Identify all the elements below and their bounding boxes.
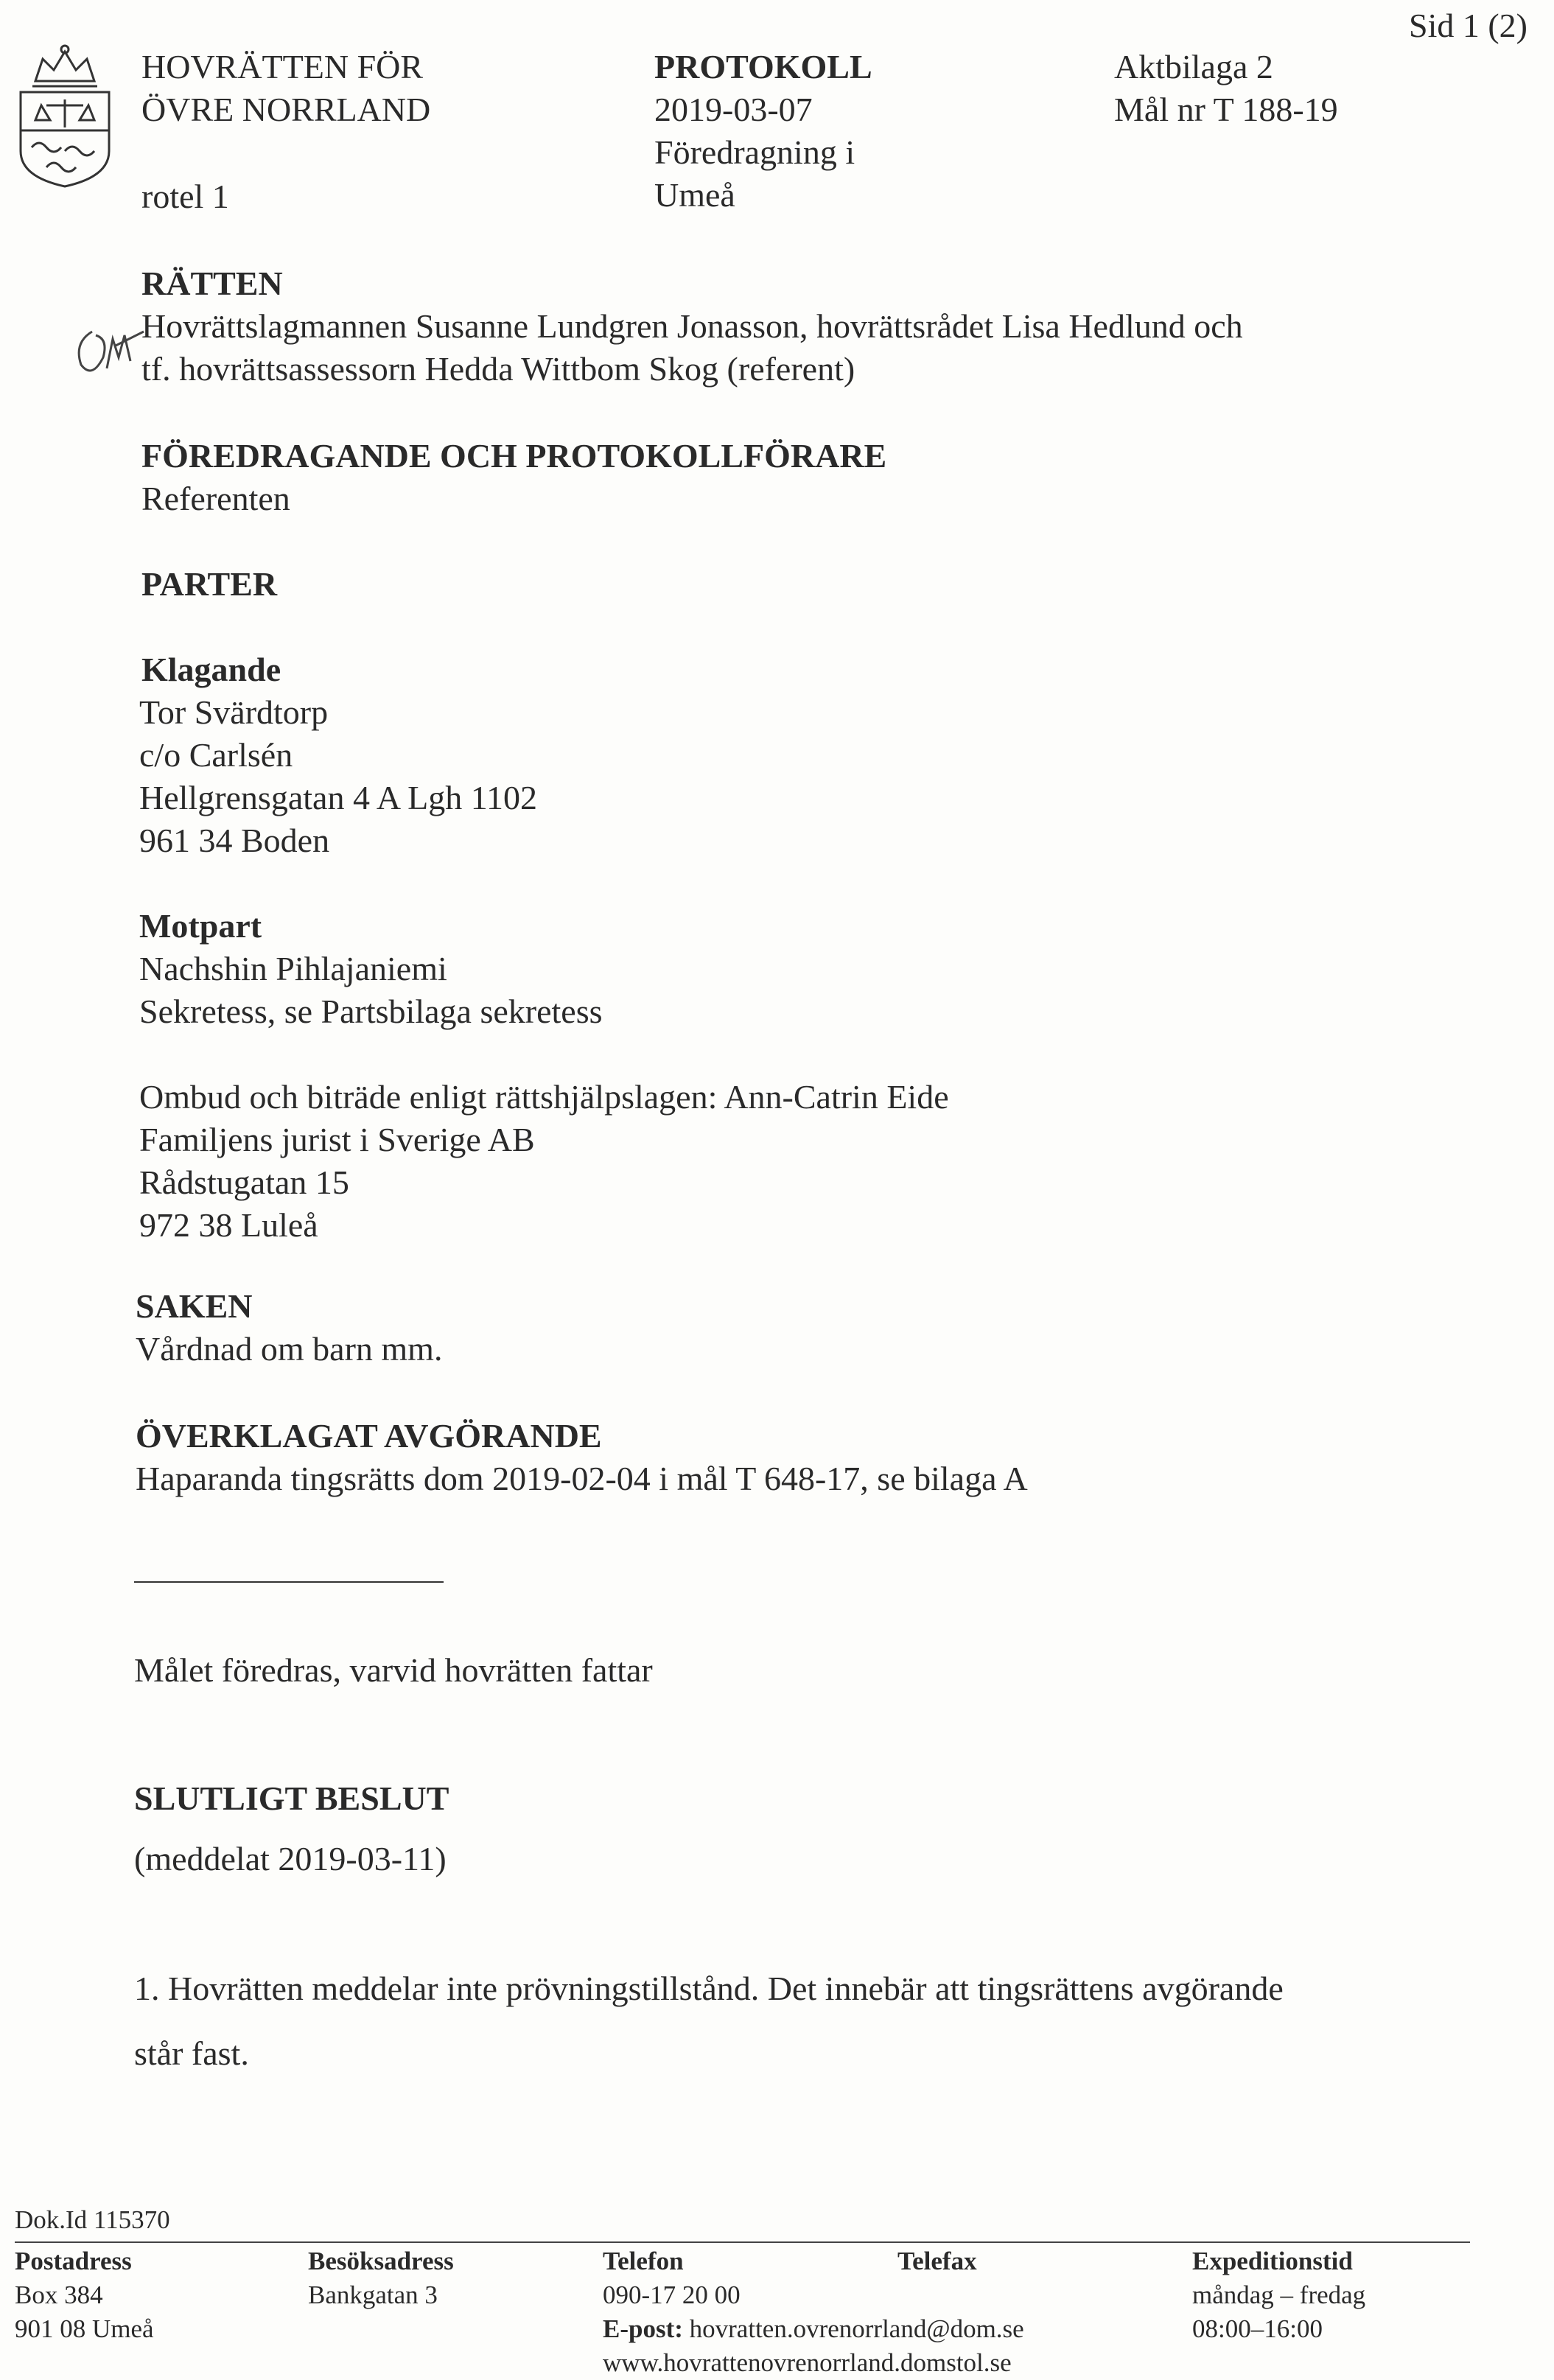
counsel-details [139,1076,949,1247]
protocol-date: 2019-03-07 [654,91,813,128]
court-name-line1: HOVRÄTTEN FÖR [141,48,424,85]
decision-point1-line1: 1. Hovrätten meddelar inte prövningstillstånd. Det innebär att tingsrättens avgörande [134,1970,1284,2007]
page-number: Sid 1 (2) [1409,7,1527,44]
court-coat-of-arms-logo [6,41,124,188]
session-line2: Umeå [654,176,735,214]
counsel-line: Ombud och biträde enligt rättshjälpslagen: Ann-Catrin Eide [139,1078,949,1116]
postal-line1: Box 384 [15,2281,103,2309]
respondent-line: Nachshin Pihlajaniemi [139,950,447,987]
respondent-line: Sekretess, se Partsbilaga sekretess [139,993,603,1030]
court-heading: RÄTTEN [141,265,283,302]
appellant-line: Tor Svärdtorp [139,693,329,731]
phone-label: Telefon [603,2247,684,2275]
matter-heading: SAKEN [136,1287,253,1325]
hours-label: Expeditionstid [1192,2247,1353,2275]
footer-divider [15,2241,1470,2243]
postal-line2: 901 08 Umeå [15,2314,154,2343]
appellant-line: 961 34 Boden [139,822,330,859]
counsel-line: Rådstugatan 15 [139,1163,349,1201]
parties-heading: PARTER [141,565,278,603]
intro-text: Målet föredras, varvid hovrätten fattar [134,1651,653,1689]
hours-time: 08:00–16:00 [1192,2314,1323,2343]
appellant-address [139,691,537,862]
appealed-heading: ÖVERKLAGAT AVGÖRANDE [136,1417,602,1455]
email-label: E-post: [603,2314,683,2343]
attachment-label: Aktbilaga 2 [1114,48,1273,85]
decision-heading: SLUTLIGT BESLUT [134,1779,449,1817]
court-members-line2: tf. hovrättsassessorn Hedda Wittbom Skog (referent) [141,350,855,388]
section-divider [134,1581,444,1583]
postal-label: Postadress [15,2247,132,2275]
counsel-line: 972 38 Luleå [139,1206,318,1244]
rotel-label: rotel 1 [141,178,229,215]
case-number: Mål nr T 188-19 [1114,91,1338,128]
visit-label: Besöksadress [308,2247,454,2275]
court-members-line1: Hovrättslagmannen Susanne Lundgren Jonasson, hovrättsrådet Lisa Hedlund och [141,307,1243,345]
decision-date: (meddelat 2019-03-11) [134,1840,447,1877]
appellant-line: Hellgrensgatan 4 A Lgh 1102 [139,779,537,816]
respondent-details [139,948,603,1033]
document-type: PROTOKOLL [654,48,872,85]
appealed-value: Haparanda tingsrätts dom 2019-02-04 i mål T 648-17, se bilaga A [136,1460,1028,1497]
visit-line1: Bankgatan 3 [308,2281,438,2309]
appellant-heading: Klagande [141,651,281,688]
hours-days: måndag – fredag [1192,2281,1366,2309]
decision-point1-line2: står fast. [134,2034,249,2072]
matter-value: Vårdnad om barn mm. [136,1330,443,1368]
court-name-line2: ÖVRE NORRLAND [141,91,431,128]
counsel-line: Familjens jurist i Sverige AB [139,1121,535,1158]
phone-number: 090-17 20 00 [603,2281,741,2309]
session-line1: Föredragning i [654,133,855,171]
email-row [603,2312,1024,2346]
handwritten-initials-mark [70,317,151,383]
fax-label: Telefax [897,2247,977,2275]
presenter-heading: FÖREDRAGANDE OCH PROTOKOLLFÖRARE [141,437,887,475]
appellant-line: c/o Carlsén [139,736,293,774]
document-id: Dok.Id 115370 [15,2205,170,2234]
respondent-heading: Motpart [139,907,262,945]
presenter-value: Referenten [141,480,290,517]
website-link[interactable]: www.hovrattenovrenorrland.domstol.se [603,2348,1012,2377]
email-link[interactable]: hovratten.ovrenorrland@dom.se [689,2314,1024,2343]
